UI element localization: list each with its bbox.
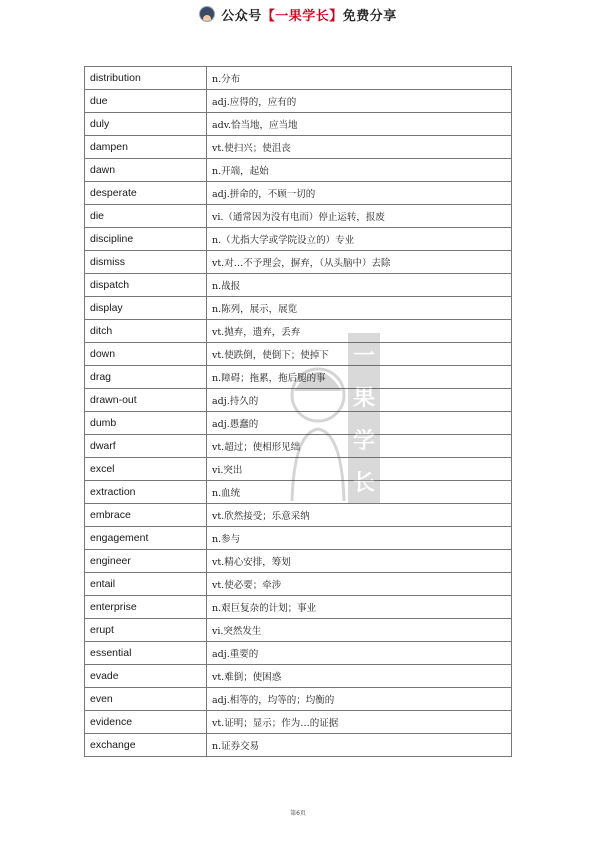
watermark-char: 长 <box>352 470 375 497</box>
table-row <box>85 320 512 343</box>
definition-cell: vt.欣然接受；乐意采纳 <box>207 504 512 527</box>
table-row <box>85 688 512 711</box>
table-row <box>85 389 512 412</box>
table-row <box>85 619 512 642</box>
table-row <box>85 504 512 527</box>
table-row <box>85 251 512 274</box>
table-row <box>85 527 512 550</box>
definition-cell: adj.愚蠢的 <box>207 412 512 435</box>
table-row <box>85 182 512 205</box>
word-cell: dampen <box>85 136 207 159</box>
avatar-logo-icon <box>199 6 215 22</box>
word-cell: evade <box>85 665 207 688</box>
table-row <box>85 343 512 366</box>
table-row <box>85 136 512 159</box>
table-row <box>85 67 512 90</box>
definition-cell: n.证券交易 <box>207 734 512 757</box>
watermark-char: 果 <box>352 385 375 412</box>
word-cell: drag <box>85 366 207 389</box>
definition-cell: vt.使扫兴；使沮丧 <box>207 136 512 159</box>
word-cell: dumb <box>85 412 207 435</box>
table-row <box>85 665 512 688</box>
table-row <box>85 274 512 297</box>
definition-cell: vt.精心安排，筹划 <box>207 550 512 573</box>
definition-cell: vt.证明；显示；作为…的证据 <box>207 711 512 734</box>
definition-cell: n.分布 <box>207 67 512 90</box>
table-row <box>85 458 512 481</box>
table-row <box>85 90 512 113</box>
definition-cell: adj.持久的 <box>207 389 512 412</box>
table-row <box>85 481 512 504</box>
word-cell: enterprise <box>85 596 207 619</box>
word-cell: distribution <box>85 67 207 90</box>
word-cell: embrace <box>85 504 207 527</box>
definition-cell: n.（尤指大学或学院设立的）专业 <box>207 228 512 251</box>
definition-cell: adv.恰当地，应当地 <box>207 113 512 136</box>
word-cell: engineer <box>85 550 207 573</box>
page-header <box>0 4 596 24</box>
table-row <box>85 734 512 757</box>
definition-cell: adj.相等的，均等的；均衡的 <box>207 688 512 711</box>
word-cell: duly <box>85 113 207 136</box>
page-number: 第6页 <box>290 810 306 817</box>
watermark-char: 一 <box>352 342 375 369</box>
table-row <box>85 159 512 182</box>
word-cell: desperate <box>85 182 207 205</box>
word-cell: essential <box>85 642 207 665</box>
definition-cell: vt.超过；使相形见绌 <box>207 435 512 458</box>
table-row <box>85 596 512 619</box>
table-row <box>85 573 512 596</box>
table-row <box>85 228 512 251</box>
definition-cell: n.障碍；拖累，拖后腿的事 <box>207 366 512 389</box>
definition-cell: adj.重要的 <box>207 642 512 665</box>
word-cell: down <box>85 343 207 366</box>
word-cell: even <box>85 688 207 711</box>
definition-cell: vi.突然发生 <box>207 619 512 642</box>
word-cell: entail <box>85 573 207 596</box>
watermark-char: 学 <box>352 427 375 454</box>
word-cell: ditch <box>85 320 207 343</box>
table-row <box>85 642 512 665</box>
header-brand: 【一果学长】 <box>261 8 343 24</box>
table-row <box>85 113 512 136</box>
table-row <box>85 412 512 435</box>
word-cell: die <box>85 205 207 228</box>
table-row <box>85 297 512 320</box>
word-cell: due <box>85 90 207 113</box>
header-title <box>221 5 397 24</box>
header-suffix: 免费分享 <box>342 8 397 24</box>
header-prefix: 公众号 <box>221 8 262 24</box>
definition-cell: vt.难倒；使困惑 <box>207 665 512 688</box>
definition-cell: n.开端，起始 <box>207 159 512 182</box>
word-cell: discipline <box>85 228 207 251</box>
word-cell: display <box>85 297 207 320</box>
word-cell: evidence <box>85 711 207 734</box>
definition-cell: n.血统 <box>207 481 512 504</box>
definition-cell: adj.应得的，应有的 <box>207 90 512 113</box>
definition-cell: vt.对…不予理会，摒弃，（从头脑中）去除 <box>207 251 512 274</box>
word-cell: dispatch <box>85 274 207 297</box>
definition-cell: n.战报 <box>207 274 512 297</box>
definition-cell: vi.（通常因为没有电而）停止运转，报废 <box>207 205 512 228</box>
table-row <box>85 711 512 734</box>
word-cell: dismiss <box>85 251 207 274</box>
word-cell: dwarf <box>85 435 207 458</box>
definition-cell: n.参与 <box>207 527 512 550</box>
word-cell: drawn-out <box>85 389 207 412</box>
word-cell: dawn <box>85 159 207 182</box>
definition-cell: n.陈列，展示，展览 <box>207 297 512 320</box>
word-cell: extraction <box>85 481 207 504</box>
definition-cell: vt.使跌倒，使倒下；使掉下 <box>207 343 512 366</box>
definition-cell: adj.拼命的，不顾一切的 <box>207 182 512 205</box>
vocabulary-table <box>84 66 512 757</box>
definition-cell: vt.抛弃，遗弃，丢弃 <box>207 320 512 343</box>
definition-cell: vi.突出 <box>207 458 512 481</box>
table-row <box>85 435 512 458</box>
table-row <box>85 205 512 228</box>
word-cell: exchange <box>85 734 207 757</box>
definition-cell: vt.使必要；牵涉 <box>207 573 512 596</box>
word-cell: engagement <box>85 527 207 550</box>
table-row <box>85 550 512 573</box>
word-cell: excel <box>85 458 207 481</box>
table-row <box>85 366 512 389</box>
definition-cell: n.艰巨复杂的计划；事业 <box>207 596 512 619</box>
word-cell: erupt <box>85 619 207 642</box>
